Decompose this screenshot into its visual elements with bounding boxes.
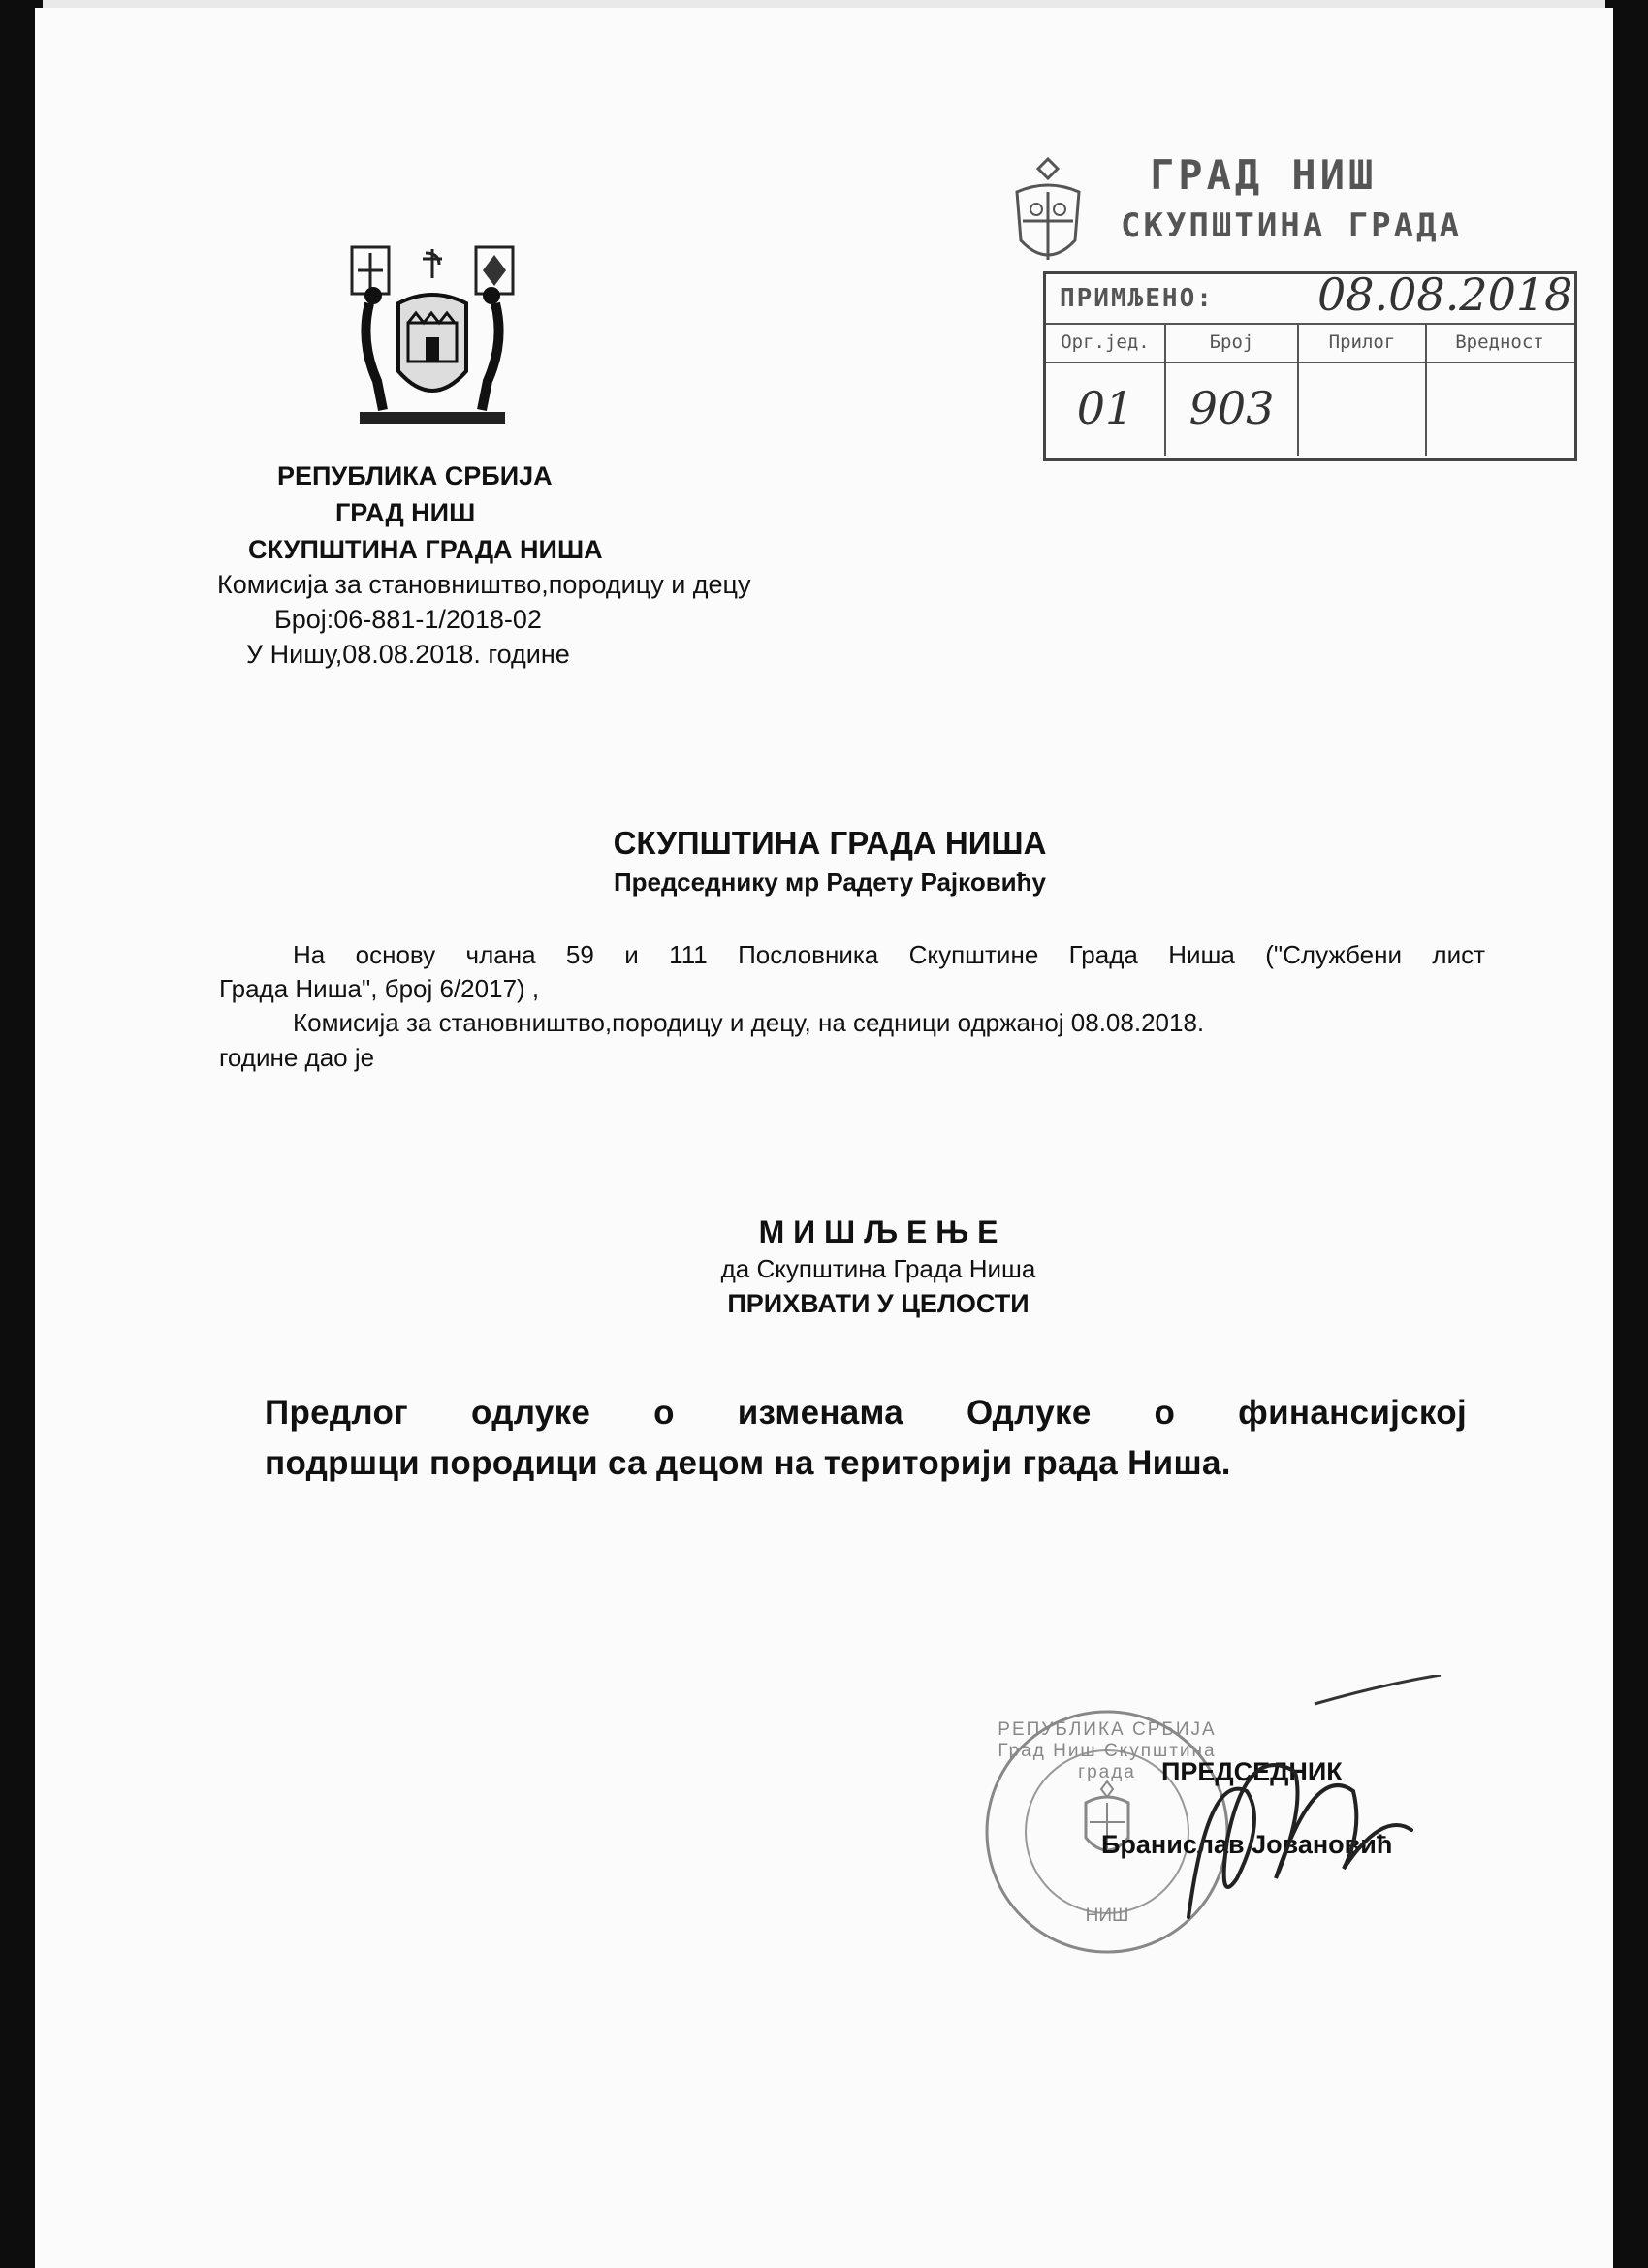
stamp-value-row [1046, 362, 1574, 456]
stamp-col-attachment: Прилог [1299, 323, 1427, 362]
nis-city-coat-of-arms-icon [350, 245, 515, 429]
header-republic: РЕПУБЛИКА СРБИЈА [277, 461, 553, 490]
stamp-value-amount [1427, 362, 1572, 456]
proposal-line1: Предлог одлуке о изменама Одлуке о финансијској [265, 1394, 1467, 1432]
stamp-col-value: Вредност [1455, 331, 1544, 353]
stamp-header-row [1046, 323, 1574, 363]
header-city: ГРАД НИШ [335, 498, 476, 527]
addressee-title: СКУПШТИНА ГРАДА НИША [613, 825, 1047, 861]
serbian-coat-of-arms-icon [1009, 153, 1087, 279]
stamp-value-attachment [1299, 362, 1427, 456]
stamp-value-org: 01 [1046, 362, 1166, 456]
stamp-value-number: 903 [1166, 362, 1299, 456]
proposal-line2: подршци породици са децом на територији града Ниша. [265, 1444, 1231, 1482]
body-para1-line1: На основу члана 59 и 111 Пословника Скупштине Града Ниша ("Службени лист [293, 940, 1485, 969]
signature-name: Бранислав Јовановић [1101, 1830, 1393, 1859]
stamp-city: ГРАД НИШ [1150, 151, 1378, 199]
stamp-col-org: Орг.јед. [1046, 323, 1166, 362]
handwritten-signature [1150, 1675, 1479, 1966]
stamp-table [1043, 268, 1577, 461]
header-assembly: СКУПШТИНА ГРАДА НИША [248, 535, 603, 564]
seal-bottom: НИШ [1085, 1906, 1129, 1926]
seal-text: РЕПУБЛИКА СРБИЈА Град Ниш Скупштина града [998, 1719, 1217, 1782]
signature-role: ПРЕДСЕДНИК [1161, 1757, 1343, 1786]
opinion-title: М И Ш Љ Е Њ Е [758, 1214, 998, 1249]
stamp-received-row [1046, 268, 1574, 325]
addressee-person: Председнику мр Радету Рајковићу [613, 867, 1047, 897]
body-para2-line2: године дао је [219, 1043, 375, 1072]
header-commission: Комисија за становништво,породицу и децу [217, 570, 751, 599]
stamp-received-label: ПРИМЉЕНО: [1060, 284, 1214, 313]
document-page [35, 8, 1613, 2268]
body-para2-line1: Комисија за становништво,породицу и децу, на седници одржаној 08.08.2018. [293, 1008, 1205, 1037]
body-para1-line2: Града Ниша", број 6/2017) , [219, 974, 540, 1003]
opinion-decision: ПРИХВАТИ У ЦЕЛОСТИ [727, 1289, 1030, 1318]
stamp-assembly: СКУПШТИНА ГРАДА [1121, 206, 1463, 245]
opinion-line: да Скупштина Града Ниша [720, 1254, 1036, 1283]
stamp-col-number: Број [1166, 323, 1299, 362]
header-place-date: У Нишу,08.08.2018. године [246, 640, 570, 669]
header-number: Број:06-881-1/2018-02 [274, 605, 542, 634]
stamp-received-date: 08.08.2018 [1317, 268, 1573, 321]
